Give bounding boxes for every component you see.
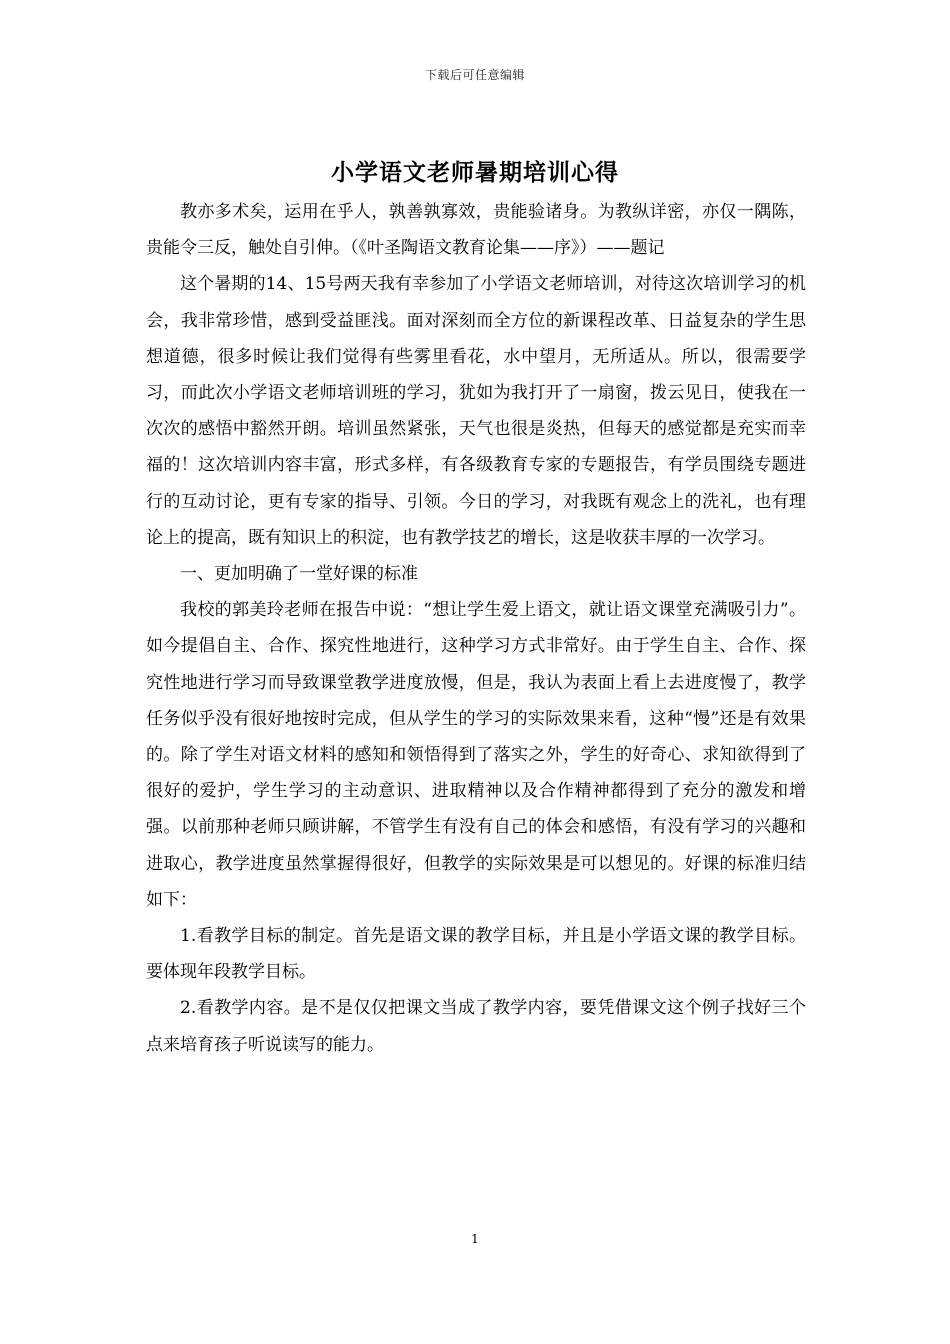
epigraph-paragraph: 教亦多术矣，运用在乎人，孰善孰寡效，贵能验诸身。为教纵详密，亦仅一隅陈，贵能令三反，触处自引伸。（《叶圣陶语文教育论集——序》）——题记 [146,202,806,259]
document-title: 小学语文老师暑期培训心得 [331,159,619,186]
body-paragraph: 这个暑期的14、15号两天我有幸参加了小学语文老师培训，对待这次培训学习的机会，我非常珍惜，感到受益匪浅。面对深刻而全方位的新课程改革、日益复杂的学生思想道德，很多时候让我们觉得有些雾里看花，水中望月，无所适从。所以，很需要学习，而此次小学语文老师培训班的学习，犹如为我打开了一扇窗，拨云见日，使我在一次次的感悟中豁然开朗。培训虽然紧张，天气也很是炎热，但每天的感觉都是充实而幸福的！这次培训内容丰富，形式多样，有各级教育专家的专题报告，有学员围绕专题进行的互动讨论，更有专家的指导、引领。今日的学习，对我既有观念上的洗礼，也有理论上的提高，既有知识上的积淀，也有教学技艺的增长，这是收获丰厚的一次学习。 [146,274,806,548]
body-paragraph: 我校的郭美玲老师在报告中说：“想让学生爱上语文，就让语文课堂充满吸引力”。如今提倡自主、合作、探究性地进行，这种学习方式非常好。由于学生自主、合作、探究性地进行学习而导致课堂教学进度放慢，但是，我认为表面上看上去进度慢了，教学任务似乎没有很好地按时完成，但从学生的学习的实际效果来看，这种“慢”还是有效果的。除了学生对语文材料的感知和领悟得到了落实之外，学生的好奇心、求知欲得到了很好的爱护，学生学习的主动意识、进取精神以及合作精神都得到了充分的激发和增强。以前那种老师只顾讲解，不管学生有没有自己的体会和感悟，有没有学习的兴趣和进取心，教学进度虽然掌握得很好，但教学的实际效果是可以想见的。好课的标准归结如下： [146,600,806,910]
list-item-paragraph: 1.看教学目标的制定。首先是语文课的教学目标，并且是小学语文课的教学目标。要体现年段教学目标。 [146,926,806,983]
page-header-note: 下载后可任意编辑 [424,68,525,82]
list-item-paragraph: 2.看教学内容。是不是仅仅把课文当成了教学内容，要凭借课文这个例子找好三个点来培育孩子听说读写的能力。 [146,998,806,1055]
document-body [146,194,806,1063]
section-heading: 一、更加明确了一堂好课的标准 [180,564,418,585]
page-number: 1 [471,1232,479,1246]
